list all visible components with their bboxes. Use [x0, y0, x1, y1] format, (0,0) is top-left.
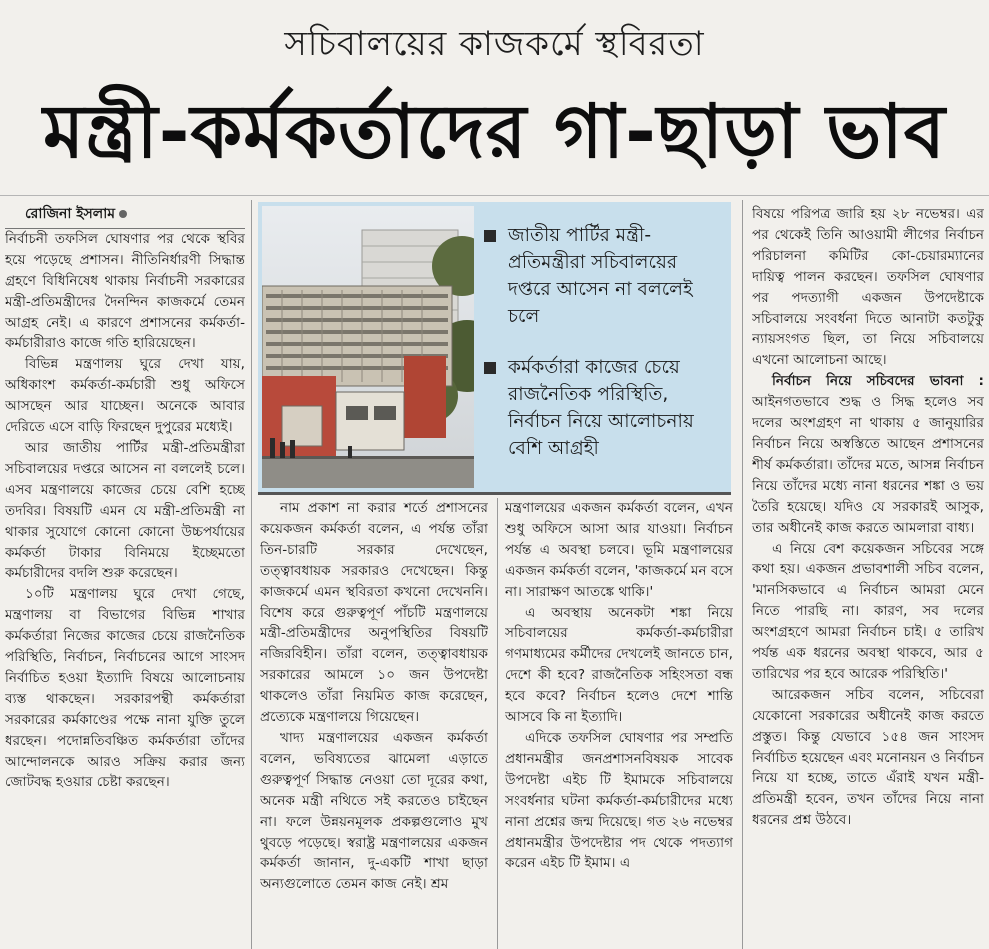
subhead: নির্বাচন নিয়ে সচিবদের ভাবনা : [772, 373, 984, 390]
square-bullet-icon [484, 362, 496, 374]
byline: রোজিনা ইসলাম [5, 204, 245, 229]
kicker: সচিবালয়ের কাজকর্মে স্থবিরতা [284, 24, 705, 64]
paragraph: আরেকজন সচিব বলেন, সচিবেরা যেকোনো সরকারের অধীনেই কাজ করতে প্রস্তুত। কিন্তু যেভাবে ১৫৪ জন সাংসদ নির্বাচিত হয়েছেন এবং মনোনয়ন ও নির্বাচন নিয়ে যা হচ্ছে, তাতে এঁরাই যখন মন্ত্রী-প্রতিমন্ত্রী হবেন, তখন তাঁদের নিয়ে নানা ধরনের প্রশ্ন উঠবে। [752, 686, 984, 829]
paragraph: ১০টি মন্ত্রণালয় ঘুরে দেখা গেছে, মন্ত্রণালয় বা বিভাগের বিভিন্ন শাখার কর্মকর্তারা নিজের কাজের চেয়ে রাজনৈতিক পরিস্থিতি, নির্বাচন, নির্বাচনের আগে সাংসদ নির্বাচিত হওয়া ইত্যাদি বিষয়ে আলোচনায় ব্যস্ত থাকছেন। সরকারপন্থী কর্মকর্তারা সরকারের কর্মকাণ্ডের পক্ষে নানা যুক্তি তুলে ধরছেন। পদোন্নতিবঞ্চিত কর্মকর্তারা তাঁদের আন্দোলনকে আরও সক্রিয় করার জন্য জোটবদ্ধ হওয়ার চেষ্টা করছেন। [5, 586, 245, 791]
column-divider [251, 200, 252, 949]
headline: মন্ত্রী-কর্মকর্তাদের গা-ছাড়া ভাব [43, 89, 946, 175]
article-column-4 [752, 204, 984, 949]
paragraph: বিভিন্ন মন্ত্রণালয় ঘুরে দেখা যায়, অধিকাংশ কর্মকর্তা-কর্মচারী শুধু অফিসে আসছেন আর যাচ্ছেন। অনেকে আবার দেরিতে এসে বাড়ি ফিরছেন দুপুরের মধ্যেই। [5, 356, 245, 436]
square-bullet-icon [484, 230, 496, 242]
column-divider [497, 498, 498, 949]
article-column-2 [260, 498, 488, 949]
paragraph: আর জাতীয় পার্টির মন্ত্রী-প্রতিমন্ত্রীরা সচিবালয়ের দপ্তরে আসেন না বললেই চলে। এসব মন্ত্রণালয়ে কাজের চেয়ে বেশি হচ্ছে তদবির। বিষয়টি এমন যে মন্ত্রী-প্রতিমন্ত্রী না থাকার সুযোগে কোনো কোনো উচ্চপর্যায়ের কর্মকর্তা টাকার বিনিময়ে ইচ্ছেমতো কর্মচারীদের বদলি শুরু করেছেন। [5, 439, 245, 582]
article-column-1 [5, 204, 245, 949]
article-column-3 [505, 498, 733, 949]
byline-dot-icon [119, 210, 127, 218]
paragraph: নাম প্রকাশ না করার শর্তে প্রশাসনের কয়েকজন কর্মকর্তা বলেন, এ পর্যন্ত তাঁরা তিন-চারটি সরকার দেখেছেন, তত্ত্বাবধায়ক সরকারও দেখেছেন। কিন্তু কাজকর্মে এমন স্থবিরতা কখনো দেখেননি। বিশেষ করে গুরুত্বপূর্ণ পাঁচটি মন্ত্রণালয়ে মন্ত্রী-প্রতিমন্ত্রীদের অনুপস্থিতির বিষয়টি নজিরবিহীন। তাঁরা বলেন, তত্ত্বাবধায়ক সরকারের আমলে ১০ জন উপদেষ্টা থাকলেও তাঁরা নিয়মিত কাজ করেছেন, প্রত্যেকে মন্ত্রণালয়ে গিয়েছেন। [260, 500, 488, 726]
paragraph: খাদ্য মন্ত্রণালয়ের একজন কর্মকর্তা বলেন, ভবিষ্যতের ঝামেলা এড়াতে গুরুত্বপূর্ণ সিদ্ধান্ত নেওয়া তো দূরের কথা, অনেক মন্ত্রী নথিতে সই করতেও চাইছেন না। ফলে উন্নয়নমূলক প্রকল্পগুলোও মুখ থুবড়ে পড়েছে। স্বরাষ্ট্র মন্ত্রণালয়ের একজন কর্মকর্তা জানান, দু-একটি শাখা ছাড়া অন্যগুলোতে তেমন কাজ নেই। শ্রম [260, 729, 488, 893]
feature-box [258, 202, 731, 495]
column-divider [742, 200, 743, 949]
feature-bullet [484, 222, 724, 330]
paragraph: বিষয়ে পরিপত্র জারি হয় ২৮ নভেম্বর। এর পর থেকেই তিনি আওয়ামী লীগের নির্বাচন পরিচালনা কমিটির কো-চেয়ারম্যানের দায়িত্ব পালন করছেন। তফসিল ঘোষণার পর পদত্যাগী একজন উপদেষ্টাকে সচিবালয়ে সংবর্ধনা দিতে আনাটা কতটুকু ন্যায়সংগত ছিল, তা নিয়ে সচিবালয়ে এখনো আলোচনা আছে। [752, 206, 984, 369]
paragraph: এদিকে তফসিল ঘোষণার পর সম্প্রতি প্রধানমন্ত্রীর জনপ্রশাসনবিষয়ক সাবেক উপদেষ্টা এইচ টি ইমামকে সচিবালয়ে সংবর্ধনার ঘটনা কর্মকর্তা-কর্মচারীদের মধ্যে নানা প্রশ্নের জন্ম দিয়েছে। গত ২৬ নভেম্বর প্রধানমন্ত্রীর উপদেষ্টার পদ থেকে পদত্যাগ করেন এইচ টি ইমাম। এ [505, 729, 733, 872]
feature-bullets [484, 222, 724, 486]
header-rule [0, 195, 989, 196]
bullet-text: কর্মকর্তারা কাজের চেয়ে রাজনৈতিক পরিস্থিতি, নির্বাচন নিয়ে আলোচনায় বেশি আগ্রহী [508, 357, 694, 459]
paragraph: এ অবস্থায় অনেকটা শঙ্কা নিয়ে সচিবালয়ের কর্মকর্তা-কর্মচারীরা গণমাধ্যমের কর্মীদের দেখলেই জানতে চান, দেশে কী হবে? রাজনৈতিক সহিংসতা বন্ধ হবে কবে? নির্বাচন হলেও দেশে শান্তি আসবে কি না ইত্যাদি। [505, 604, 733, 726]
paragraph: এ নিয়ে বেশ কয়েকজন সচিবের সঙ্গে কথা হয়। একজন প্রভাবশালী সচিব বলেন, 'মানসিকভাবে এ নির্বাচন আমরা মেনে নিতে পারছি না। কারণ, সব দলের অংশগ্রহণে আমরা নির্বাচন চাই। ৫ তারিখ পর্যন্ত এক ধরনের অবস্থা থাকবে, আর ৫ তারিখের পর হবে আরেক পরিস্থিতি।' [752, 540, 984, 682]
bullet-text: জাতীয় পার্টির মন্ত্রী-প্রতিমন্ত্রীরা সচিবালয়ের দপ্তরে আসেন না বললেই চলে [508, 225, 693, 327]
paragraph-with-subhead [752, 371, 984, 538]
paragraph: মন্ত্রণালয়ের একজন কর্মকর্তা বলেন, এখন শুধু অফিসে আসা আর যাওয়া। নির্বাচন পর্যন্ত এ অবস্থা চলবে। ভূমি মন্ত্রণালয়ের একজন কর্মকর্তা বলেন, 'কাজকর্মে মন বসে না। সারাক্ষণ আতঙ্কে থাকি।' [505, 500, 733, 600]
feature-bullet [484, 354, 724, 462]
paragraph: নির্বাচনী তফসিল ঘোষণার পর থেকে স্থবির হয়ে পড়েছে প্রশাসন। নীতিনির্ধারণী সিদ্ধান্ত গ্রহণে বিধিনিষেধ থাকায় নির্বাচনী সরকারের মন্ত্রী-প্রতিমন্ত্রীদের দৈনন্দিন কাজকর্মে তেমন আগ্রহ নেই। এ কারণে প্রশাসনের কর্মকর্তা-কর্মচারীরাও কাজে গতি হারিয়েছেন। [5, 230, 245, 352]
paragraph-text: আইনগতভাবে শুদ্ধ ও সিদ্ধ হলেও সব দলের অংশগ্রহণ না থাকায় ৫ জানুয়ারির নির্বাচন নিয়ে অস্বস্তিতে আছেন প্রশাসনের শীর্ষ কর্মকর্তারা। তাঁদের মতে, আসন্ন নির্বাচন নিয়ে তাঁদের মধ্যে নানা ধরনের শঙ্কা ও ভয় তৈরি হয়েছে। যদিও যে সরকারই আসুক, তার অধীনেই কাজ করতে আমলারা বাধ্য। [752, 394, 984, 536]
secretariat-photo [262, 206, 474, 488]
